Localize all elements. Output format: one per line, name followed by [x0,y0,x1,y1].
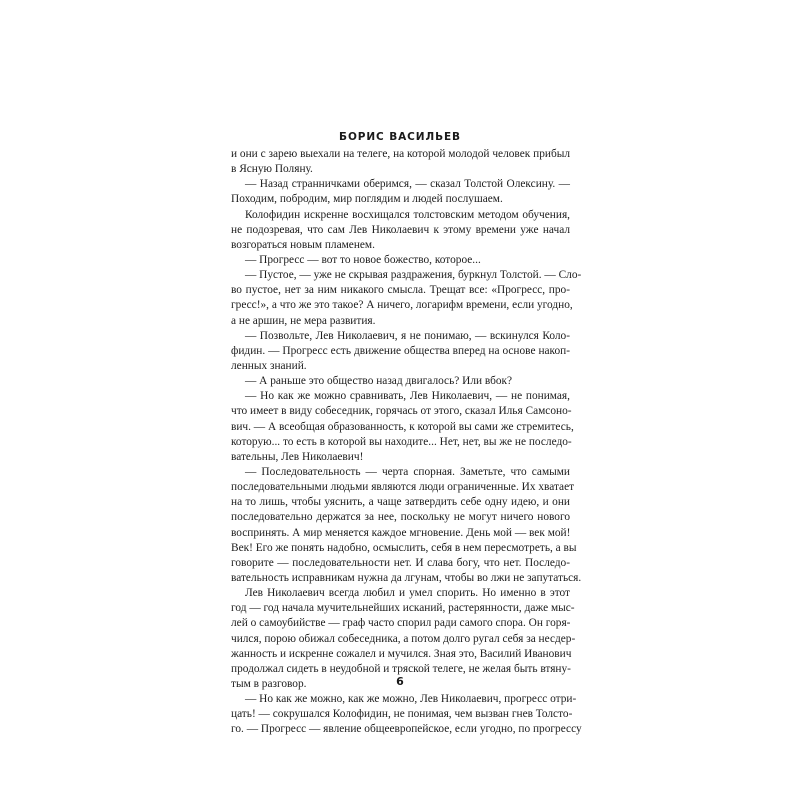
text-line: тым в разговор. [231,677,307,690]
text-line: которую... то есть в которой вы находите... Нет, нет, вы же не последо- [231,435,572,448]
text-line: говорите — последовательности нет. И слава богу, что нет. Последо- [231,556,570,569]
text-line: лей о самоубийстве — граф часто спорил ради самого спора. Он горя- [231,617,571,630]
text-line: Колофидин искренне восхищался толстовским методом обучения, [245,208,570,221]
text-line: во пустое, нет за ним никакого смысла. Трещат все: «Прогресс, про- [231,284,570,297]
text-line: вательность исправникам нужна да лгунам, чтобы во лжи не запутаться. [231,571,582,584]
text-line: чился, порою обижал собеседника, а потом долго ругал себя за несдер- [231,632,576,645]
text-line: ленных знаний. [231,359,307,372]
text-line: что имеет в виду собеседник, горячась от этого, сказал Илья Самсоно- [231,405,572,418]
text-line: фидин. — Прогресс есть движение общества вперед на основе накоп- [231,344,570,357]
text-line: воспринять. А мир меняется каждое мгновение. День мой — век мой! [231,526,571,539]
text-line: а не аршин, не мера развития. [231,314,376,327]
text-line: продолжал сидеть в неудобной и тряской телеге, не желая быть втяну- [231,662,571,675]
text-line: — Последовательность — черта спорная. Заметьте, что самыми [245,465,570,478]
text-line: Век! Его же понять надобно, осмыслить, себя в нем пересмотреть, а вы [231,541,577,554]
text-line: Походим, побродим, мир поглядим и людей послушаем. [231,193,503,206]
text-line: — А раньше это общество назад двигалось? Или вбок? [245,375,513,388]
text-line: не подозревая, что сам Лев Николаевич к этому времени уже начал [231,223,570,236]
running-head: БОРИС ВАСИЛЬЕВ [339,131,461,143]
body-text [231,147,582,737]
text-line: — Но как же можно, как же можно, Лев Николаевич, прогресс отри- [245,693,577,706]
page-number: 6 [396,675,404,688]
text-line: и они с зарею выехали на телеге, на которой молодой человек прибыл [231,148,570,160]
text-line: — Пустое, — уже не скрывая раздражения, буркнул Толстой. — Сло- [245,269,582,282]
text-line: — Но как же можно сравнивать, Лев Николаевич, — не понимая, [245,390,570,403]
text-line: вательны, Лев Николаевич! [231,450,364,463]
text-line: возгораться новым пламенем. [231,238,375,251]
text-line: на то лишь, чтобы уяснить, а чаще затвердить себе одну идею, и они [231,496,570,509]
text-line: вич. — А всеобщая образованность, к которой вы сами же стремитесь, [231,420,574,433]
text-line: последовательными людьми являются люди ограниченные. Их хватает [231,481,575,494]
text-line: гресс!», а что же это такое? А ничего, логарифм времени, если угодно, [231,299,573,312]
text-line: год — год начала мучительнейших исканий, растерянности, даже мыс- [231,602,575,615]
text-line: последовательно держатся за нее, поскольку не могут ничего нового [231,511,570,524]
text-line: Лев Николаевич всегда любил и умел спорить. Но именно в этот [245,587,570,600]
text-line: цать! — сокрушался Колофидин, не понимая, чем вызван гнев Толсто- [231,708,573,721]
text-line: — Позвольте, Лев Николаевич, я не понимаю, — вскинулся Коло- [245,329,570,342]
text-line: жанность и искренне сожалел и мучился. Зная это, Василий Иванович [231,647,572,660]
text-line: — Назад странничками оберимся, — сказал Толстой Олексину. — [245,178,570,191]
text-line: — Прогресс — вот то новое божество, которое... [245,253,481,266]
text-line: го. — Прогресс — явление общеевропейское, если угодно, по прогрессу [231,723,582,736]
text-line: в Ясную Поляну. [231,163,313,176]
